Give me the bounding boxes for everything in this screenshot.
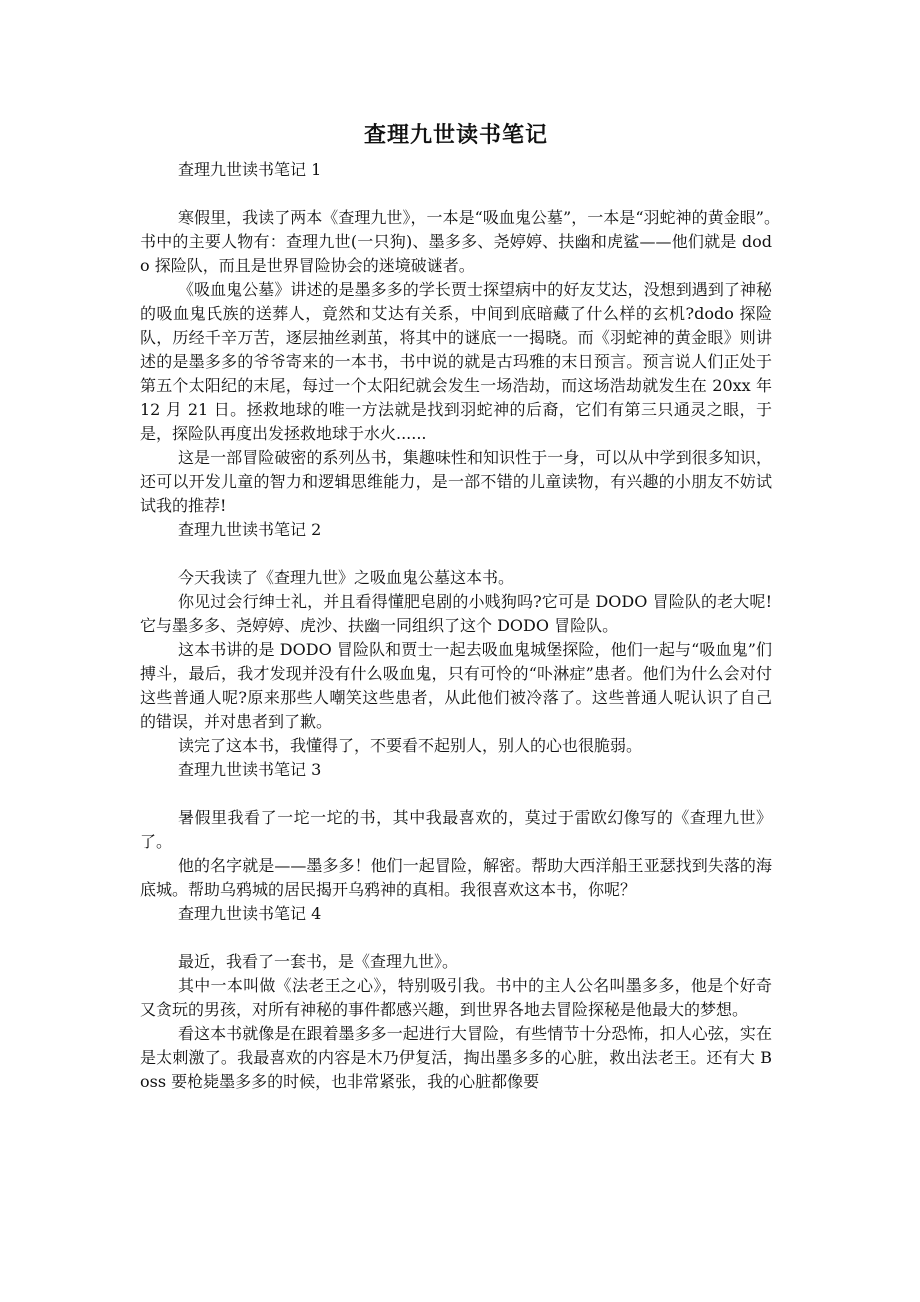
blank-line [140, 182, 772, 206]
section-heading: 查理九世读书笔记 3 [178, 760, 322, 779]
paragraph: 读完了这本书，我懂得了，不要看不起别人，别人的心也很脆弱。 [178, 736, 643, 755]
paragraph: 你见过会行绅士礼，并且看得懂肥皂剧的小贱狗吗?它可是 DODO 冒险队的老大呢!它与墨多多、尧婷婷、虎沙、扶幽一同组织了这个 DODO 冒险队。 [140, 592, 772, 635]
paragraph: 他的名字就是——墨多多！他们一起冒险，解密。帮助大西洋船王亚瑟找到失落的海底城。帮助乌鸦城的居民揭开乌鸦神的真相。我很喜欢这本书，你呢？ [140, 856, 772, 899]
section-heading: 查理九世读书笔记 1 [178, 160, 322, 179]
paragraph: 这本书讲的是 DODO 冒险队和贾士一起去吸血鬼城堡探险，他们一起与“吸血鬼”们搏斗，最后，我才发现并没有什么吸血鬼，只有可怜的“卟淋症”患者。他们为什么会对付这些普通人呢?原来那些人嘲笑这些患者，从此他们被冷落了。这些普通人呢认识了自己的错误，并对患者到了歉。 [140, 640, 772, 731]
paragraph: 最近，我看了一套书，是《查理九世》。 [178, 952, 459, 971]
paragraph: 寒假里，我读了两本《查理九世》，一本是“吸血鬼公墓”，一本是“羽蛇神的黄金眼”。 书中的主要人物有：查理九世(一只狗)、墨多多、尧婷婷、扶幽和虎鲨——他们就是 dodo 探险队，而且是世界冒险协会的迷境破谜者。 [140, 208, 805, 275]
section-heading: 查理九世读书笔记 2 [178, 520, 322, 539]
paragraph: 其中一本叫做《法老王之心》，特别吸引我。书中的主人公名叫墨多多，他是个好奇又贪玩的男孩，对所有神秘的事件都感兴趣，到世界各地去冒险探秘是他最大的梦想。 [140, 976, 772, 1019]
paragraph: 今天我读了《查理九世》之吸血鬼公墓这本书。 [178, 568, 515, 587]
blank-line [140, 782, 772, 806]
blank-line [140, 542, 772, 566]
paragraph: 这是一部冒险破密的系列丛书，集趣味性和知识性于一身，可以从中学到很多知识，还可以开发儿童的智力和逻辑思维能力，是一部不错的儿童读物，有兴趣的小朋友不妨试试我的推荐! [140, 448, 772, 515]
section-heading: 查理九世读书笔记 4 [178, 904, 322, 923]
paragraph: 看这本书就像是在跟着墨多多一起进行大冒险，有些情节十分恐怖，扣人心弦，实在是太刺激了。我最喜欢的内容是木乃伊复活，掏出墨多多的心脏，救出法老王。还有大 Boss 要枪毙墨多多的时候，也非常紧张，我的心脏都像要 [140, 1024, 772, 1091]
paragraph: 暑假里我看了一坨一坨的书，其中我最喜欢的，莫过于雷欧幻像写的《查理九世》了。 [140, 808, 772, 851]
document-page [140, 118, 805, 1094]
document-title: 查理九世读书笔记 [363, 122, 548, 148]
paragraph: 《吸血鬼公墓》讲述的是墨多多的学长贾士探望病中的好友艾达，没想到遇到了神秘的吸血鬼氏族的送葬人，竟然和艾达有关系，中间到底暗藏了什么样的玄机?dodo 探险队，历经千辛万苦，逐层抽丝剥茧，将其中的谜底一一揭晓。而《羽蛇神的黄金眼》则讲述的是墨多多的爷爷寄来的一本书，书中说的就是古玛雅的末日预言。预言说人们正处于第五个太阳纪的末尾，每过一个太阳纪就会发生一场浩劫，而这场浩劫就发生在 20xx 年 12 月 21 日。拯救地球的唯一方法就是找到羽蛇神的后裔，它们有第三只通灵之眼，于是，探险队再度出发拯救地球于水火...... [140, 280, 772, 443]
blank-line [140, 926, 772, 950]
